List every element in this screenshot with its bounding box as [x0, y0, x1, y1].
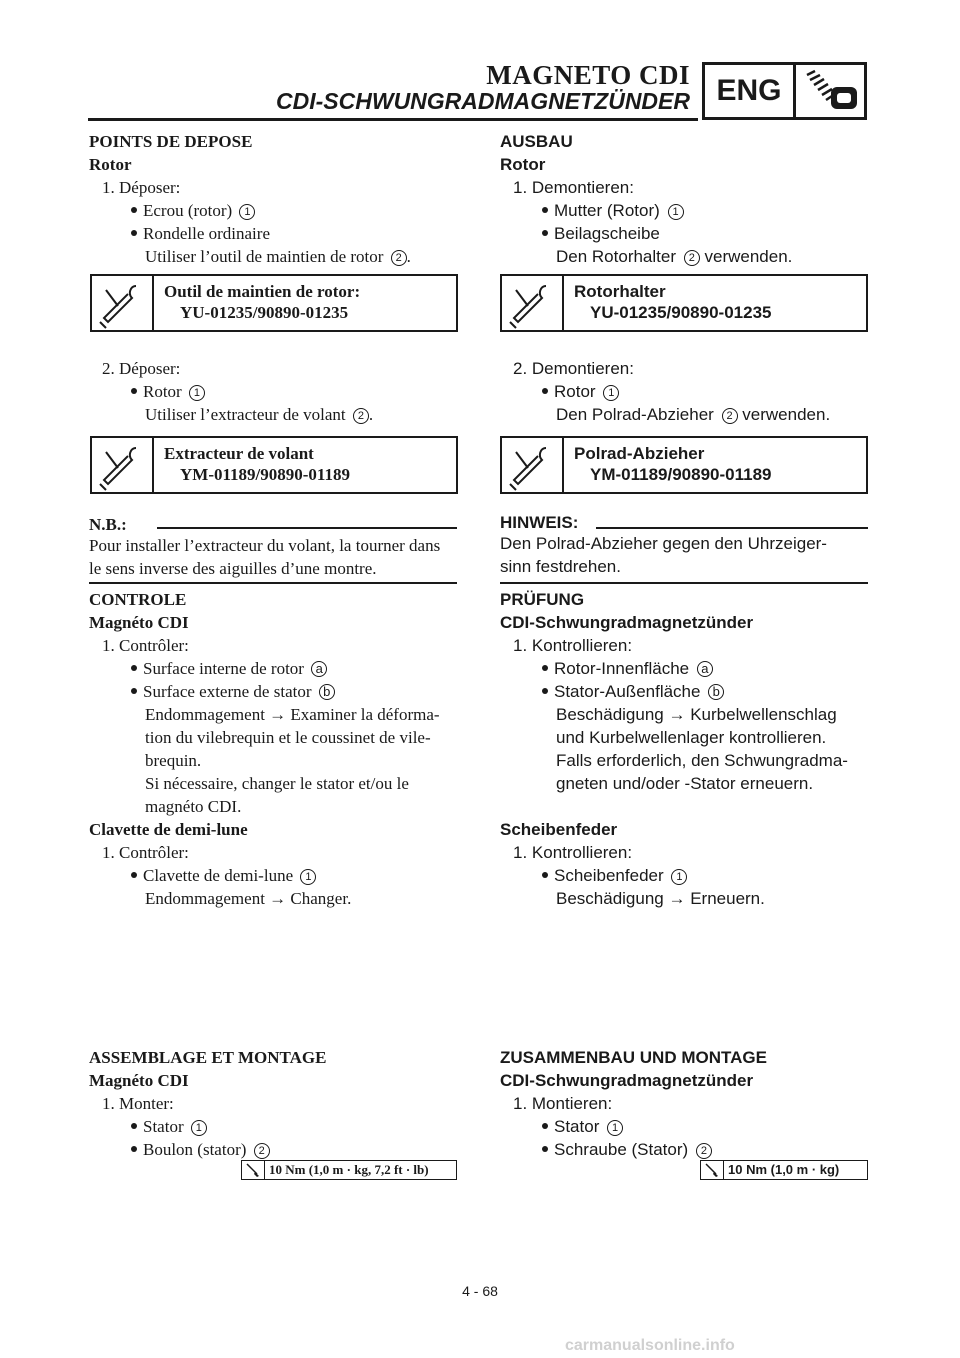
fr-check-item2: Surface externe de stator b	[131, 682, 335, 702]
watermark: carmanualsonline.info	[565, 1337, 735, 1354]
de-rotor-heading: Rotor	[500, 155, 546, 174]
de-step1-item2: Beilagscheibe	[542, 224, 660, 244]
bullet-icon	[542, 207, 548, 213]
page-subtitle: CDI-SCHWUNGRADMAGNETZÜNDER	[276, 88, 690, 114]
fr-assembly-cdi: Magnéto CDI	[89, 1071, 189, 1090]
fr-check-item1: Surface interne de rotor a	[131, 659, 327, 679]
de-removal-heading: AUSBAU	[500, 132, 573, 151]
de-note-end-rule	[500, 582, 868, 584]
de-step1: 1. Demontieren:	[513, 178, 634, 197]
bullet-icon	[131, 688, 137, 694]
fr-assembly-item2: Boulon (stator) 2	[131, 1140, 270, 1160]
fr-check-text1: Endommagement → Examiner la déforma-	[145, 705, 440, 724]
fr-torque-box	[241, 1160, 457, 1180]
de-check-step1: 1. Kontrollieren:	[513, 636, 633, 655]
de-step2-text: Den Polrad-Abzieher 2 verwenden.	[556, 405, 831, 424]
de-step1-text: Den Rotorhalter 2 verwenden.	[556, 247, 793, 266]
wrench-torque-icon	[242, 1161, 265, 1179]
bullet-icon	[131, 1146, 137, 1152]
bullet-icon	[131, 230, 137, 236]
de-note-line2: sinn festdrehen.	[500, 557, 621, 576]
tool-icon	[92, 276, 152, 330]
de-key-text: Beschädigung → Erneuern.	[556, 889, 765, 908]
de-assembly-item1: Stator 1	[542, 1117, 623, 1137]
fr-note-line2: le sens inverse des aiguilles d’une montre.	[89, 559, 377, 578]
de-key-item1: Scheibenfeder 1	[542, 866, 687, 886]
fr-tool2-box	[90, 436, 458, 494]
tool-box-divider	[152, 276, 154, 330]
bullet-icon	[131, 388, 137, 394]
de-assembly-heading: ZUSAMMENBAU UND MONTAGE	[500, 1048, 767, 1067]
de-tool1-name: Rotorhalter	[574, 282, 666, 301]
bullet-icon	[542, 1123, 548, 1129]
de-tool1-code: YU-01235/90890-01235	[590, 303, 772, 322]
de-tool2-name: Polrad-Abzieher	[574, 444, 705, 463]
fr-tool1-name: Outil de maintien de rotor:	[164, 282, 361, 301]
fr-key-text: Endommagement → Changer.	[145, 889, 352, 908]
fr-check-text3: brequin.	[145, 751, 202, 770]
de-assembly-step1: 1. Montieren:	[513, 1094, 613, 1113]
bullet-icon	[542, 1146, 548, 1152]
fr-assembly-step1: 1. Monter:	[102, 1094, 174, 1113]
fr-key-heading: Clavette de demi-lune	[89, 820, 248, 839]
bullet-icon	[542, 665, 548, 671]
de-check-text1: Beschädigung → Kurbelwellenschlag	[556, 705, 837, 724]
bullet-icon	[542, 872, 548, 878]
bullet-icon	[131, 872, 137, 878]
de-key-step1: 1. Kontrollieren:	[513, 843, 633, 862]
de-tool2-box	[500, 436, 868, 494]
tool-box-divider	[152, 438, 154, 492]
fr-tool1-box	[90, 274, 458, 332]
bullet-icon	[542, 688, 548, 694]
french-column	[89, 0, 459, 1358]
fr-note-line1: Pour installer l’extracteur du volant, la tourner dans	[89, 536, 441, 555]
fr-note-label: N.B.:	[89, 515, 127, 534]
bullet-icon	[131, 665, 137, 671]
fr-note-end-rule	[89, 582, 457, 584]
fr-step2-text: Utiliser l’extracteur de volant 2 .	[145, 405, 374, 424]
de-check-text2: und Kurbelwellenlager kontrollieren.	[556, 728, 827, 747]
fr-cdi-heading: Magnéto CDI	[89, 613, 189, 632]
de-check-heading: PRÜFUNG	[500, 590, 585, 609]
de-check-item2: Stator-Außenfläche b	[542, 682, 724, 702]
page-title: MAGNETO CDI	[486, 60, 690, 90]
fr-torque-value: 10 Nm (1,0 m · kg, 7,2 ft · lb)	[269, 1162, 429, 1177]
de-step2-item1: Rotor 1	[542, 382, 619, 402]
fr-tool1-code: YU-01235/90890-01235	[180, 303, 349, 322]
tool-icon	[502, 276, 562, 330]
fr-check-step1: 1. Contrôler:	[102, 636, 189, 655]
de-check-text4: gneten und/oder -Stator erneuern.	[556, 774, 814, 793]
bullet-icon	[131, 1123, 137, 1129]
de-key-heading: Scheibenfeder	[500, 820, 618, 839]
de-step1-item1: Mutter (Rotor) 1	[542, 201, 684, 221]
fr-assembly-item1: Stator 1	[131, 1117, 207, 1137]
fr-step1-text: Utiliser l’outil de maintien de rotor 2 .	[145, 247, 411, 266]
de-note-rule	[596, 527, 868, 529]
bullet-icon	[542, 388, 548, 394]
de-tool2-code: YM-01189/90890-01189	[590, 465, 772, 484]
tool-box-divider	[562, 276, 564, 330]
bullet-icon	[542, 230, 548, 236]
tool-icon	[92, 438, 152, 492]
fr-key-step1: 1. Contrôler:	[102, 843, 189, 862]
fr-step2-item1: Rotor 1	[131, 382, 205, 402]
fr-check-text5: magnéto CDI.	[145, 797, 242, 816]
fr-assembly-heading: ASSEMBLAGE ET MONTAGE	[89, 1048, 327, 1067]
fr-rotor-heading: Rotor	[89, 155, 132, 174]
de-tool1-box	[500, 274, 868, 332]
de-torque-box	[700, 1160, 868, 1180]
de-step2: 2. Demontieren:	[513, 359, 634, 378]
de-assembly-item2: Schraube (Stator) 2	[542, 1140, 712, 1160]
fr-tool2-code: YM-01189/90890-01189	[180, 465, 350, 484]
section-badge-label: ENG	[716, 74, 782, 107]
tool-box-divider	[562, 438, 564, 492]
fr-check-heading: CONTROLE	[89, 590, 187, 609]
fr-removal-heading: POINTS DE DEPOSE	[89, 132, 253, 151]
de-note-line1: Den Polrad-Abzieher gegen den Uhrzeiger-	[500, 534, 827, 553]
fr-step1-item2: Rondelle ordinaire	[131, 224, 270, 244]
fr-step2: 2. Déposer:	[102, 359, 181, 378]
wrench-torque-icon	[701, 1161, 724, 1179]
de-note-label: HINWEIS:	[500, 513, 579, 532]
fr-check-text4: Si nécessaire, changer le stator et/ou le	[145, 774, 409, 793]
de-assembly-cdi: CDI-Schwungradmagnetzünder	[500, 1071, 754, 1090]
de-torque-value: 10 Nm (1,0 m · kg)	[728, 1162, 840, 1177]
tool-icon	[502, 438, 562, 492]
fr-check-text2: tion du vilebrequin et le coussinet de vile-	[145, 728, 431, 747]
german-column	[500, 0, 870, 1358]
fr-note-rule	[157, 527, 457, 529]
fr-tool2-name: Extracteur de volant	[164, 444, 314, 463]
de-check-text3: Falls erforderlich, den Schwungradma-	[556, 751, 848, 770]
fr-key-item1: Clavette de demi-lune 1	[131, 866, 316, 886]
de-check-item1: Rotor-Innenfläche a	[542, 659, 713, 679]
de-cdi-heading: CDI-Schwungradmagnetzünder	[500, 613, 754, 632]
fr-step1-item1: Ecrou (rotor) 1	[131, 201, 255, 221]
bullet-icon	[131, 207, 137, 213]
page-number: 4 - 68	[462, 1283, 498, 1299]
fr-step1: 1. Déposer:	[102, 178, 181, 197]
